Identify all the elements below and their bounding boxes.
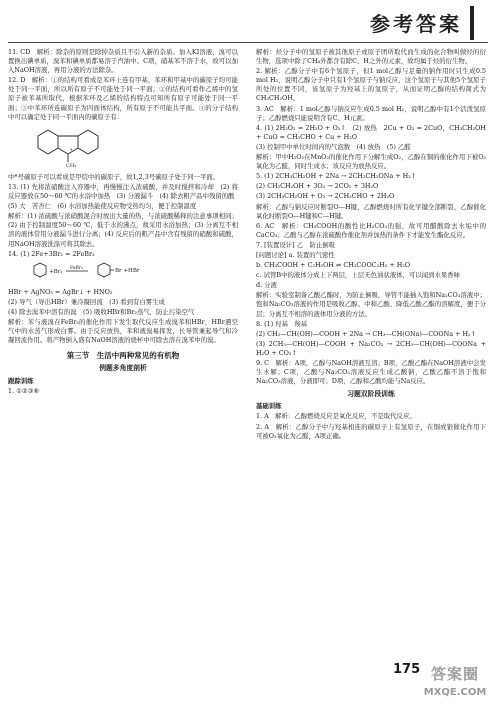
answer-item: [问题讨论] a. 装置的气密性: [256, 250, 335, 259]
answer-item: 解析：实验室制备乙酸乙酯时，为防止倒吸，导管不能插入饱和Na₂CO₃溶液中；饱和Na₂CO₃溶液的作用是吸收乙醇、中和乙酸、降低乙酸乙酯的溶解度，便于分层；分离互不相溶的液体用分液的方法。: [256, 291, 486, 318]
answer-item: 解析：(1) 浓硫酸与浓硝酸混合时放出大量的热，与浓硫酸稀释的注意事项相同；(2) 由于控制温度50～60 ℃，低于水的沸点，故采用水浴加热；(3) 分离互不相溶的液体常用分液漏斗进行分离；(4) 反应后的粗产品中含有残留的硝酸和硫酸，用NaOH溶液洗涤可将其除去。: [8, 212, 238, 248]
watermark-text: 答案圈: [430, 665, 479, 683]
answer-item: 14. (1) 2Fe+3Br₂ = 2FeBr₃: [8, 249, 95, 258]
answer-item: 5. (1) 2CH₃CH₂OH + 2Na → 2CH₃CH₂ONa + H₂↑: [256, 172, 417, 181]
answer-item: d. 分液: [256, 281, 277, 290]
answer-item: 2. A 解析：乙醇分子中与羟基相连的碳原子上有氢原子，在铜或银催化作用下可被O₂氧化为乙醛，A项正确。: [256, 422, 486, 440]
page-header: [0, 0, 500, 40]
answer-item: HBr + AgNO₃ = AgBr↓ + HNO₃: [8, 287, 113, 296]
answer-item: 3. AC 解析：1 mol乙醇与钠反应生成0.5 mol H₂，说明乙醇中有1个活泼氢原子；乙醇燃烧只能说明含有C、H元素。: [256, 104, 486, 122]
answer-item: (2) 导气（导出HBr）兼冷凝回流 (3) 看到有白雾生成: [8, 297, 165, 306]
answer-item: 中*号碳原子可以看成是甲烷中的碳原子，故1,2,3号碳原子处于同一平面。: [8, 172, 220, 181]
answer-item: 解析：甲中H₂O₂在MnO₂的催化作用下分解生成O₂，乙醇在铜的催化作用下被O₂氧化为乙醛，同时生成水；该反应为放热反应。: [256, 153, 486, 171]
answer-item: 2. 解析：乙醇分子中有6个氢原子，但1 mol乙醇与足量的钠作用时只生成0.5 mol H₂，说明乙醇分子中只有1个氢原子与钠反应，这个氢原子与其他5个氢原子所处的位置不同，该氢原子为羟基上的氢原子，从而证明乙醇的结构简式为CH₃CH₂OH。: [256, 67, 486, 103]
section-subtitle: 例题多角度剖析: [99, 364, 147, 373]
header-bar: [470, 6, 474, 40]
watermark-url: MXQE.COM: [423, 687, 487, 698]
answer-item: 7. [装置设计] 乙 防止倒吸: [256, 240, 336, 249]
answer-item: 1. A 解析：乙醇燃烧反应是氧化反应，不是取代反应。: [256, 412, 416, 421]
training-label: 基础训练: [256, 402, 282, 411]
answer-item: 11. CD 解析：除杂的原则是除掉杂质且不引入新的杂质。加入KI溶液，溴可以置换出碘单质，溴苯和碘单质都易溶于汽油中。C项，硝基苯不溶于水，故可以加入NaOH溶液，再用分液的方法除杂。: [8, 48, 238, 75]
answer-item: (2) CH₃CH₂OH + 3O₂ → 2CO₂ + 3H₂O: [256, 182, 379, 191]
answer-item: 4. (1) 2H₂O₂ = 2H₂O + O₂↑ (2) 放热 2Cu + O₂ = 2CuO，CH₃CH₂OH + CuO = CH₃CHO + Cu + H₂O: [256, 123, 486, 141]
answer-item: 解析：乙醇与钠反应时断裂O—H键，乙醇燃烧时所有化学键全部断裂，乙醇催化氧化时断裂O—H键和C—H键。: [256, 202, 486, 220]
header-rule: [8, 42, 488, 43]
left-column: [8, 48, 238, 397]
bromination-equation-figure: [28, 261, 238, 286]
svg-text:FeBr₃: FeBr₃: [70, 265, 83, 271]
answer-item: 解析：烃分子中的氢原子被其他原子或原子团所取代而生成的化合物叫做烃的衍生物，选项中除了CH₄外都含有除C、H之外的元素，故均属于烃的衍生物。: [256, 48, 486, 66]
answer-item: (2) CH₃—CH(OH)—COOH + 2Na → CH₃—CH(ONa)—COONa + H₂↑: [256, 329, 476, 338]
header-title: 参考答案: [370, 12, 462, 36]
answer-item: 8. (1) 羟基 羧基: [256, 319, 308, 328]
answer-item: 12. D 解析：①的结构可看成是苯环上连有甲基，苯环和甲基中的碳原子均可能处于同一平面，所以所有原子不可能处于同一平面；②的结构可看作乙烯中的氢原子被苯基所取代，根据苯环及乙烯的结构特点可知所有原子可能处于同一平面；③中苯环所连碳原子为四面体结构，所有原子不可能共平面。③的分子结构中可以确定处于同一平面内的碳原子有：: [8, 76, 238, 121]
svg-text:*: *: [70, 147, 73, 154]
answer-item: (5) 大 苦杏仁 (6) 水浴加热能使反应物受热均匀，便于控制温度: [8, 202, 197, 211]
svg-text:+Br₂: +Br₂: [49, 268, 63, 275]
section-title: 第三节 生活中两种常见的有机物: [66, 351, 180, 361]
answer-item: (4) 除去溴苯中溶有的溴 (5) 吸收HBr和Br₂蒸气，防止污染空气: [8, 307, 195, 316]
answer-item: 6. AC 解析：CH₃COOH的酸性比H₂CO₃的强，故可用醋酸除去水垢中的CaCO₃；乙酸与乙醇在浓硫酸作催化剂并加热的条件下才能发生酯化反应。: [256, 221, 486, 239]
answer-item: (3) 控制甲中单位时间内的气泡数 (4) 放热 (5) 乙醛: [256, 142, 411, 151]
page-number: 175: [393, 662, 421, 677]
right-column: [256, 48, 486, 442]
fluorene-structure-figure: [28, 124, 238, 171]
answer-item: b. CH₃COOH + C₂H₅OH ⇌ CH₃COOC₂H₅ + H₂O: [256, 261, 411, 270]
answer-item: (3) 2CH₃CH₂OH + O₂ → 2CH₃CHO + 2H₂O: [256, 192, 395, 201]
answer-item: c. 试管B中的液体分成上下两层，上层无色油状液体，可以闻到水果香味: [256, 271, 461, 280]
answer-item: 解析：苯与液溴在FeBr₃的催化作用下发生取代反应生成溴苯和HBr，HBr遇空气中的水蒸气形成白雾。由于反应放热，苯和液溴易挥发，长导管兼起导气和冷凝回流作用。将产物倒入盛有NaOH溶液的烧杯中可除去溶在溴苯中的溴。: [8, 318, 238, 345]
training-label: 跟踪训练: [8, 376, 34, 385]
section-title: 习题双阶段训练: [347, 390, 395, 399]
answer-item: 1. ①②③⑥: [8, 386, 40, 395]
watermark-logo: [414, 662, 496, 706]
svg-text:CH₃: CH₃: [66, 162, 77, 168]
answer-item: 13. (1) 先将浓硝酸注入容器中，再慢慢注入浓硫酸，并及时搅拌和冷却 (2) 将反应器放在50～60 ℃的水浴中加热 (3) 分液漏斗 (4) 除去粗产品中残留的酸: [8, 182, 238, 201]
answer-item: (3) 2CH₃—CH(OH)—COOH + Na₂CO₃ → 2CH₃—CH(OH)—COONa + H₂O + CO₂↑: [256, 339, 486, 357]
svg-text:Br +HBr: Br +HBr: [115, 267, 140, 274]
answer-item: 9. C 解析：A项，乙醇与NaOH溶液互溶；B项，乙酸乙酯在NaOH溶液中会发生水解；C项，乙酸与Na₂CO₃溶液反应生成乙酸钠，乙酸乙酯不溶于饱和Na₂CO₃溶液，分液即可；D项，乙醇和乙酸均能与Na反应。: [256, 359, 486, 386]
